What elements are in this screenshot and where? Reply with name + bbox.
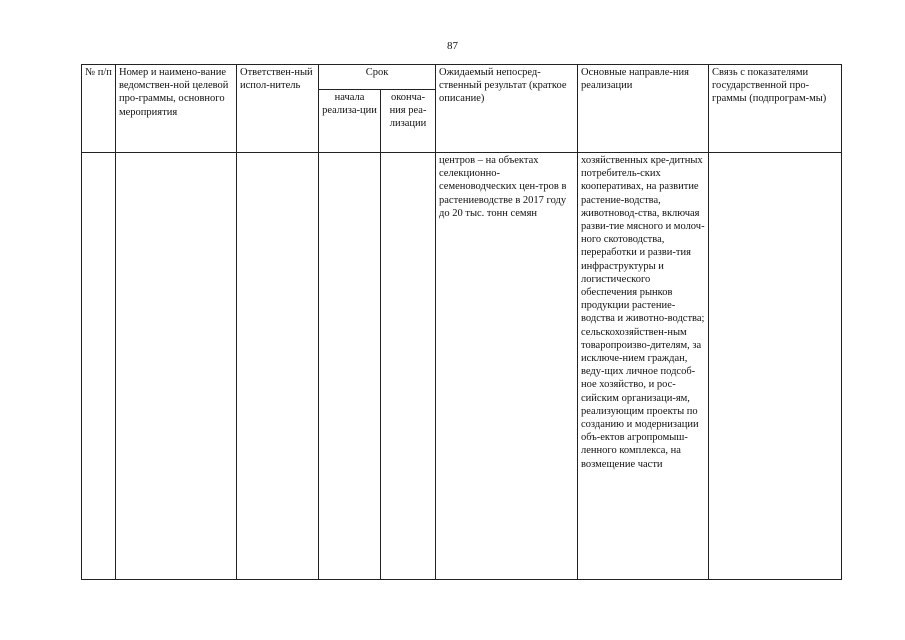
table-row <box>82 153 842 580</box>
cell-num <box>82 153 116 580</box>
header-term: Срок <box>319 65 436 90</box>
header-responsible: Ответствен-ный испол-нитель <box>237 65 319 153</box>
cell-responsible <box>237 153 319 580</box>
cell-directions: хозяйственных кре-дитных потребитель-ских кооперативах, на развитие растение-водства, животновод-ства, включая разви-тие мясного и молоч-ного скотоводства, переработки и разви-тия инфраструктуры и логистического обеспечения рынков продукции растение-водства и животно-водства; сельскохозяйствен-ным товаропроизво-дителям, за исключе-нием граждан, веду-щих личное подсоб-ное хозяйство, и рос-сийским организаци-ям, реализующим проекты по созданию и модернизации объ-ектов агропромыш-ленного комплекса, на возмещение части <box>578 153 709 580</box>
page-number: 87 <box>447 40 458 52</box>
cell-program <box>116 153 237 580</box>
cell-term-start <box>319 153 381 580</box>
header-num: № п/п <box>82 65 116 153</box>
cell-link <box>709 153 842 580</box>
header-term-start: начала реализа-ции <box>319 90 381 153</box>
program-table <box>81 64 842 580</box>
header-link: Связь с показателями государственной про-граммы (подпрограм-мы) <box>709 65 842 153</box>
header-program: Номер и наимено-вание ведомствен-ной целевой про-граммы, основного мероприятия <box>116 65 237 153</box>
header-term-end: оконча-ния реа-лизации <box>381 90 436 153</box>
header-directions: Основные направле-ния реализации <box>578 65 709 153</box>
header-result: Ожидаемый непосред-ственный результат (краткое описание) <box>436 65 578 153</box>
cell-term-end <box>381 153 436 580</box>
cell-result: центров – на объектах селекционно-семеноводческих цен-тров в растениеводстве в 2017 году до 20 тыс. тонн семян <box>436 153 578 580</box>
